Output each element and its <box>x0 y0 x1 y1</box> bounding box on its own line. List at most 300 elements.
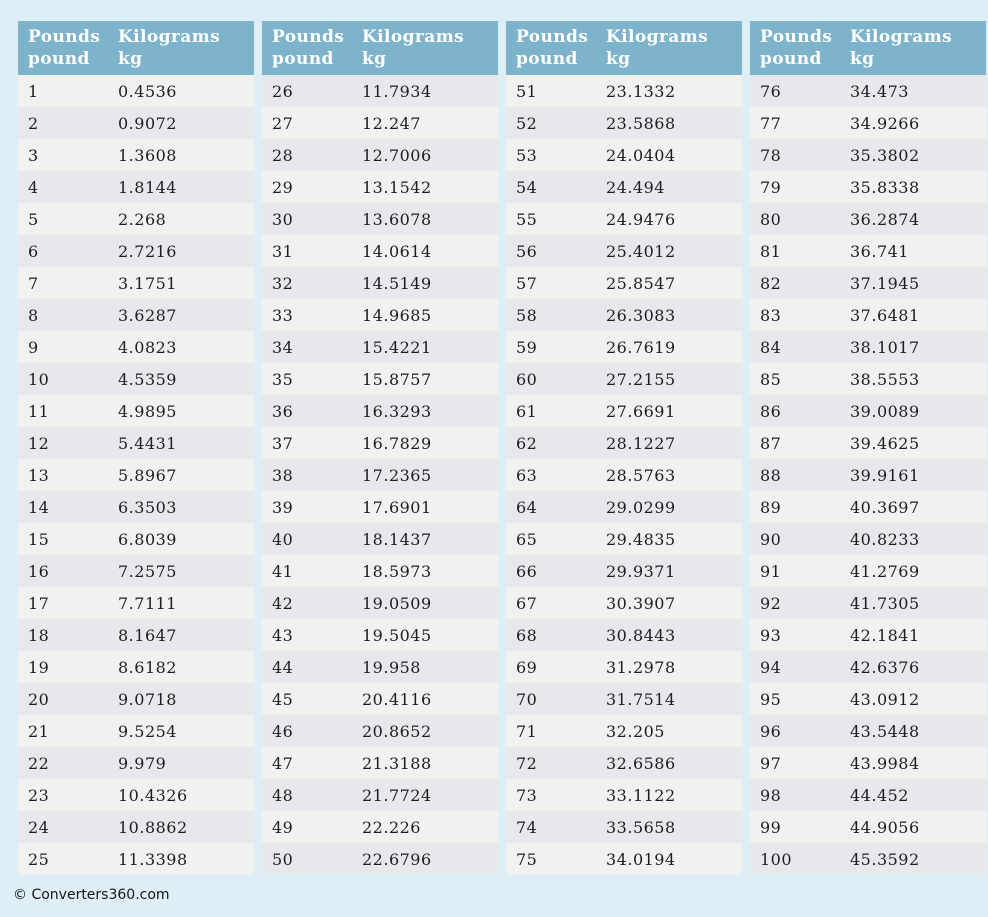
table-row <box>18 651 254 683</box>
pounds-value: 96 <box>760 721 782 741</box>
table-row <box>750 587 986 619</box>
pounds-value: 97 <box>760 753 782 773</box>
kilograms-value: 29.4835 <box>606 529 676 549</box>
table-row <box>18 811 254 843</box>
table-row <box>750 779 986 811</box>
kilograms-value: 34.473 <box>850 81 909 101</box>
table-row <box>18 523 254 555</box>
kilograms-value: 14.0614 <box>362 241 432 261</box>
kilograms-value: 22.226 <box>362 817 421 837</box>
kilograms-value: 22.6796 <box>362 849 432 869</box>
pounds-value: 85 <box>760 369 782 389</box>
table-row <box>262 139 498 171</box>
table-row <box>18 555 254 587</box>
pounds-value: 12 <box>28 433 50 453</box>
pounds-value: 80 <box>760 209 782 229</box>
kilograms-value: 29.9371 <box>606 561 676 581</box>
pounds-value: 11 <box>28 401 50 421</box>
table-row <box>262 587 498 619</box>
table-header-row <box>18 21 254 75</box>
pounds-value: 56 <box>516 241 538 261</box>
table-row <box>262 651 498 683</box>
kilograms-value: 44.452 <box>850 785 909 805</box>
kilograms-value: 19.5045 <box>362 625 432 645</box>
table-row <box>506 459 742 491</box>
kilograms-value: 5.8967 <box>118 465 177 485</box>
kilograms-value: 7.7111 <box>118 593 177 613</box>
kilograms-value: 27.6691 <box>606 401 676 421</box>
kilograms-value: 3.6287 <box>118 305 177 325</box>
table-row <box>18 779 254 811</box>
table-row <box>18 331 254 363</box>
table-row <box>262 331 498 363</box>
table-row <box>750 555 986 587</box>
pounds-value: 26 <box>272 81 294 101</box>
pounds-value: 6 <box>28 241 39 261</box>
table-row <box>750 811 986 843</box>
table-row <box>506 779 742 811</box>
kilograms-value: 39.4625 <box>850 433 920 453</box>
kilograms-value: 10.4326 <box>118 785 188 805</box>
table-row <box>506 587 742 619</box>
pounds-value: 91 <box>760 561 782 581</box>
table-row <box>262 235 498 267</box>
pounds-value: 74 <box>516 817 538 837</box>
pounds-value: 8 <box>28 305 39 325</box>
pounds-value: 24 <box>28 817 50 837</box>
pounds-value: 70 <box>516 689 538 709</box>
table-row <box>262 619 498 651</box>
table-row <box>506 75 742 107</box>
table-row <box>506 523 742 555</box>
pounds-value: 68 <box>516 625 538 645</box>
table-row <box>18 363 254 395</box>
pounds-column-header: Pounds pound <box>516 27 589 69</box>
table-row <box>750 427 986 459</box>
table-row <box>750 683 986 715</box>
table-row <box>262 363 498 395</box>
pounds-value: 66 <box>516 561 538 581</box>
table-row <box>506 683 742 715</box>
table-row <box>18 747 254 779</box>
table-row <box>262 811 498 843</box>
pounds-value: 28 <box>272 145 294 165</box>
pounds-value: 89 <box>760 497 782 517</box>
pounds-value: 7 <box>28 273 39 293</box>
table-row <box>750 459 986 491</box>
copyright-text: © Converters360.com <box>13 887 170 903</box>
pounds-value: 79 <box>760 177 782 197</box>
table-row <box>262 843 498 875</box>
kilograms-column-header: Kilograms kg <box>118 27 221 69</box>
pounds-column-header: Pounds pound <box>272 27 345 69</box>
kilograms-value: 44.9056 <box>850 817 920 837</box>
pounds-value: 9 <box>28 337 39 357</box>
table-row <box>18 427 254 459</box>
kilograms-column-header: Kilograms kg <box>850 27 953 69</box>
table-row <box>750 331 986 363</box>
table-row <box>506 555 742 587</box>
pounds-value: 4 <box>28 177 39 197</box>
kilograms-value: 5.4431 <box>118 433 177 453</box>
pounds-value: 38 <box>272 465 294 485</box>
conversion-table-4 <box>750 21 986 875</box>
pounds-value: 14 <box>28 497 50 517</box>
kilograms-value: 35.3802 <box>850 145 920 165</box>
pounds-value: 64 <box>516 497 538 517</box>
conversion-table-1 <box>18 21 254 875</box>
kilograms-value: 12.247 <box>362 113 421 133</box>
kilograms-value: 40.8233 <box>850 529 920 549</box>
pounds-value: 39 <box>272 497 294 517</box>
kilograms-column-header: Kilograms kg <box>362 27 465 69</box>
pounds-value: 21 <box>28 721 50 741</box>
kilograms-value: 0.9072 <box>118 113 177 133</box>
table-row <box>506 427 742 459</box>
kilograms-value: 13.6078 <box>362 209 432 229</box>
kilograms-value: 9.0718 <box>118 689 177 709</box>
kilograms-value: 27.2155 <box>606 369 676 389</box>
kilograms-value: 38.5553 <box>850 369 920 389</box>
kilograms-value: 25.8547 <box>606 273 676 293</box>
pounds-value: 57 <box>516 273 538 293</box>
table-row <box>750 747 986 779</box>
table-row <box>506 651 742 683</box>
pounds-value: 90 <box>760 529 782 549</box>
table-row <box>750 523 986 555</box>
pounds-value: 42 <box>272 593 294 613</box>
table-row <box>750 75 986 107</box>
pounds-value: 83 <box>760 305 782 325</box>
kilograms-value: 20.8652 <box>362 721 432 741</box>
table-row <box>506 619 742 651</box>
pounds-value: 98 <box>760 785 782 805</box>
kilograms-value: 11.3398 <box>118 849 188 869</box>
kilograms-value: 13.1542 <box>362 177 432 197</box>
table-row <box>506 267 742 299</box>
table-row <box>750 203 986 235</box>
pounds-value: 19 <box>28 657 50 677</box>
table-row <box>506 299 742 331</box>
kilograms-value: 28.1227 <box>606 433 676 453</box>
table-row <box>262 779 498 811</box>
pounds-value: 41 <box>272 561 294 581</box>
pounds-value: 22 <box>28 753 50 773</box>
table-row <box>750 651 986 683</box>
conversion-table-3 <box>506 21 742 875</box>
pounds-value: 34 <box>272 337 294 357</box>
pounds-value: 93 <box>760 625 782 645</box>
table-row <box>506 843 742 875</box>
kilograms-value: 45.3592 <box>850 849 920 869</box>
pounds-value: 54 <box>516 177 538 197</box>
pounds-value: 71 <box>516 721 538 741</box>
pounds-value: 75 <box>516 849 538 869</box>
kilograms-value: 31.7514 <box>606 689 676 709</box>
kilograms-value: 20.4116 <box>362 689 432 709</box>
pounds-value: 23 <box>28 785 50 805</box>
kilograms-value: 15.4221 <box>362 337 432 357</box>
pounds-value: 78 <box>760 145 782 165</box>
table-row <box>262 395 498 427</box>
table-row <box>506 715 742 747</box>
pounds-value: 2 <box>28 113 39 133</box>
pounds-value: 29 <box>272 177 294 197</box>
kilograms-value: 17.6901 <box>362 497 432 517</box>
kilograms-value: 35.8338 <box>850 177 920 197</box>
pounds-value: 86 <box>760 401 782 421</box>
pounds-value: 59 <box>516 337 538 357</box>
kilograms-value: 21.3188 <box>362 753 432 773</box>
pounds-value: 13 <box>28 465 50 485</box>
pounds-value: 76 <box>760 81 782 101</box>
kilograms-value: 6.3503 <box>118 497 177 517</box>
kilograms-value: 12.7006 <box>362 145 432 165</box>
pounds-value: 36 <box>272 401 294 421</box>
pounds-value: 81 <box>760 241 782 261</box>
pounds-value: 18 <box>28 625 50 645</box>
pounds-value: 92 <box>760 593 782 613</box>
kilograms-value: 3.1751 <box>118 273 177 293</box>
pounds-value: 43 <box>272 625 294 645</box>
kilograms-value: 43.0912 <box>850 689 920 709</box>
table-row <box>18 203 254 235</box>
kilograms-value: 4.9895 <box>118 401 177 421</box>
table-row <box>262 715 498 747</box>
pounds-value: 73 <box>516 785 538 805</box>
table-row <box>506 331 742 363</box>
pounds-value: 30 <box>272 209 294 229</box>
kilograms-value: 42.1841 <box>850 625 920 645</box>
pounds-value: 84 <box>760 337 782 357</box>
pounds-value: 99 <box>760 817 782 837</box>
table-row <box>262 555 498 587</box>
table-header-row <box>750 21 986 75</box>
table-row <box>18 683 254 715</box>
pounds-value: 37 <box>272 433 294 453</box>
pounds-value: 58 <box>516 305 538 325</box>
pounds-value: 65 <box>516 529 538 549</box>
pounds-value: 31 <box>272 241 294 261</box>
kilograms-value: 11.7934 <box>362 81 432 101</box>
table-row <box>262 747 498 779</box>
kilograms-value: 19.958 <box>362 657 421 677</box>
pounds-value: 15 <box>28 529 50 549</box>
kilograms-value: 33.1122 <box>606 785 676 805</box>
pounds-value: 27 <box>272 113 294 133</box>
kilograms-value: 24.494 <box>606 177 665 197</box>
pounds-value: 82 <box>760 273 782 293</box>
kilograms-value: 43.5448 <box>850 721 920 741</box>
pounds-value: 62 <box>516 433 538 453</box>
pounds-value: 35 <box>272 369 294 389</box>
table-row <box>262 523 498 555</box>
table-row <box>262 171 498 203</box>
kilograms-value: 15.8757 <box>362 369 432 389</box>
table-row <box>750 171 986 203</box>
kilograms-value: 28.5763 <box>606 465 676 485</box>
table-row <box>750 139 986 171</box>
table-row <box>18 171 254 203</box>
pounds-value: 63 <box>516 465 538 485</box>
table-row <box>18 75 254 107</box>
kilograms-value: 24.9476 <box>606 209 676 229</box>
table-row <box>262 459 498 491</box>
table-header-row <box>506 21 742 75</box>
kilograms-value: 2.268 <box>118 209 167 229</box>
kilograms-value: 40.3697 <box>850 497 920 517</box>
pounds-value: 52 <box>516 113 538 133</box>
kilograms-value: 14.9685 <box>362 305 432 325</box>
pounds-value: 69 <box>516 657 538 677</box>
table-row <box>18 619 254 651</box>
pounds-value: 3 <box>28 145 39 165</box>
table-row <box>18 267 254 299</box>
table-row <box>262 75 498 107</box>
pounds-value: 67 <box>516 593 538 613</box>
pounds-value: 49 <box>272 817 294 837</box>
table-row <box>506 363 742 395</box>
pounds-value: 53 <box>516 145 538 165</box>
pounds-value: 47 <box>272 753 294 773</box>
pounds-value: 60 <box>516 369 538 389</box>
pounds-value: 17 <box>28 593 50 613</box>
kilograms-value: 16.7829 <box>362 433 432 453</box>
kilograms-value: 30.3907 <box>606 593 676 613</box>
kilograms-value: 26.7619 <box>606 337 676 357</box>
kilograms-value: 34.0194 <box>606 849 676 869</box>
kilograms-value: 30.8443 <box>606 625 676 645</box>
table-header-row <box>262 21 498 75</box>
kilograms-value: 16.3293 <box>362 401 432 421</box>
kilograms-value: 10.8862 <box>118 817 188 837</box>
kilograms-value: 37.6481 <box>850 305 920 325</box>
pounds-column-header: Pounds pound <box>28 27 101 69</box>
kilograms-value: 32.205 <box>606 721 665 741</box>
kilograms-value: 7.2575 <box>118 561 177 581</box>
kilograms-value: 23.5868 <box>606 113 676 133</box>
table-row <box>506 235 742 267</box>
table-row <box>750 715 986 747</box>
table-row <box>262 427 498 459</box>
pounds-value: 46 <box>272 721 294 741</box>
table-row <box>750 299 986 331</box>
kilograms-value: 0.4536 <box>118 81 177 101</box>
kilograms-value: 19.0509 <box>362 593 432 613</box>
kilograms-value: 1.8144 <box>118 177 177 197</box>
table-row <box>506 491 742 523</box>
kilograms-value: 41.2769 <box>850 561 920 581</box>
kilograms-value: 21.7724 <box>362 785 432 805</box>
table-row <box>750 235 986 267</box>
table-row <box>262 683 498 715</box>
table-row <box>506 395 742 427</box>
table-row <box>506 747 742 779</box>
table-row <box>750 491 986 523</box>
table-row <box>750 619 986 651</box>
pounds-value: 5 <box>28 209 39 229</box>
table-row <box>262 107 498 139</box>
pounds-column-header: Pounds pound <box>760 27 833 69</box>
table-row <box>262 203 498 235</box>
table-row <box>18 587 254 619</box>
kilograms-value: 24.0404 <box>606 145 676 165</box>
pounds-value: 100 <box>760 849 793 869</box>
kilograms-value: 25.4012 <box>606 241 676 261</box>
pounds-value: 48 <box>272 785 294 805</box>
kilograms-value: 23.1332 <box>606 81 676 101</box>
pounds-value: 1 <box>28 81 39 101</box>
pounds-value: 55 <box>516 209 538 229</box>
table-row <box>18 395 254 427</box>
table-row <box>506 171 742 203</box>
kilograms-value: 34.9266 <box>850 113 920 133</box>
kilograms-value: 29.0299 <box>606 497 676 517</box>
kilograms-value: 39.9161 <box>850 465 920 485</box>
kilograms-value: 9.979 <box>118 753 167 773</box>
pounds-value: 25 <box>28 849 50 869</box>
kilograms-value: 26.3083 <box>606 305 676 325</box>
table-row <box>506 811 742 843</box>
conversion-table-2 <box>262 21 498 875</box>
table-row <box>750 843 986 875</box>
pounds-value: 40 <box>272 529 294 549</box>
kilograms-value: 4.5359 <box>118 369 177 389</box>
pounds-value: 87 <box>760 433 782 453</box>
pounds-value: 50 <box>272 849 294 869</box>
pounds-value: 32 <box>272 273 294 293</box>
pounds-value: 44 <box>272 657 294 677</box>
kilograms-value: 31.2978 <box>606 657 676 677</box>
kilograms-value: 32.6586 <box>606 753 676 773</box>
pounds-value: 72 <box>516 753 538 773</box>
pounds-value: 95 <box>760 689 782 709</box>
table-row <box>18 491 254 523</box>
pounds-value: 45 <box>272 689 294 709</box>
table-row <box>750 107 986 139</box>
pounds-value: 77 <box>760 113 782 133</box>
kilograms-value: 43.9984 <box>850 753 920 773</box>
kilograms-value: 18.1437 <box>362 529 432 549</box>
table-row <box>262 267 498 299</box>
kilograms-value: 38.1017 <box>850 337 920 357</box>
kilograms-value: 36.2874 <box>850 209 920 229</box>
kilograms-value: 6.8039 <box>118 529 177 549</box>
kilograms-value: 33.5658 <box>606 817 676 837</box>
table-row <box>18 235 254 267</box>
kilograms-value: 1.3608 <box>118 145 177 165</box>
kilograms-value: 17.2365 <box>362 465 432 485</box>
kilograms-value: 8.6182 <box>118 657 177 677</box>
table-row <box>18 843 254 875</box>
kilograms-value: 36.741 <box>850 241 909 261</box>
pounds-value: 61 <box>516 401 538 421</box>
pounds-value: 33 <box>272 305 294 325</box>
kilograms-value: 37.1945 <box>850 273 920 293</box>
kilograms-value: 8.1647 <box>118 625 177 645</box>
table-row <box>506 203 742 235</box>
kilograms-value: 39.0089 <box>850 401 920 421</box>
kilograms-value: 14.5149 <box>362 273 432 293</box>
pounds-value: 88 <box>760 465 782 485</box>
table-row <box>750 267 986 299</box>
table-row <box>18 299 254 331</box>
table-row <box>750 395 986 427</box>
table-row <box>506 107 742 139</box>
pounds-value: 10 <box>28 369 50 389</box>
table-row <box>750 363 986 395</box>
table-row <box>18 715 254 747</box>
